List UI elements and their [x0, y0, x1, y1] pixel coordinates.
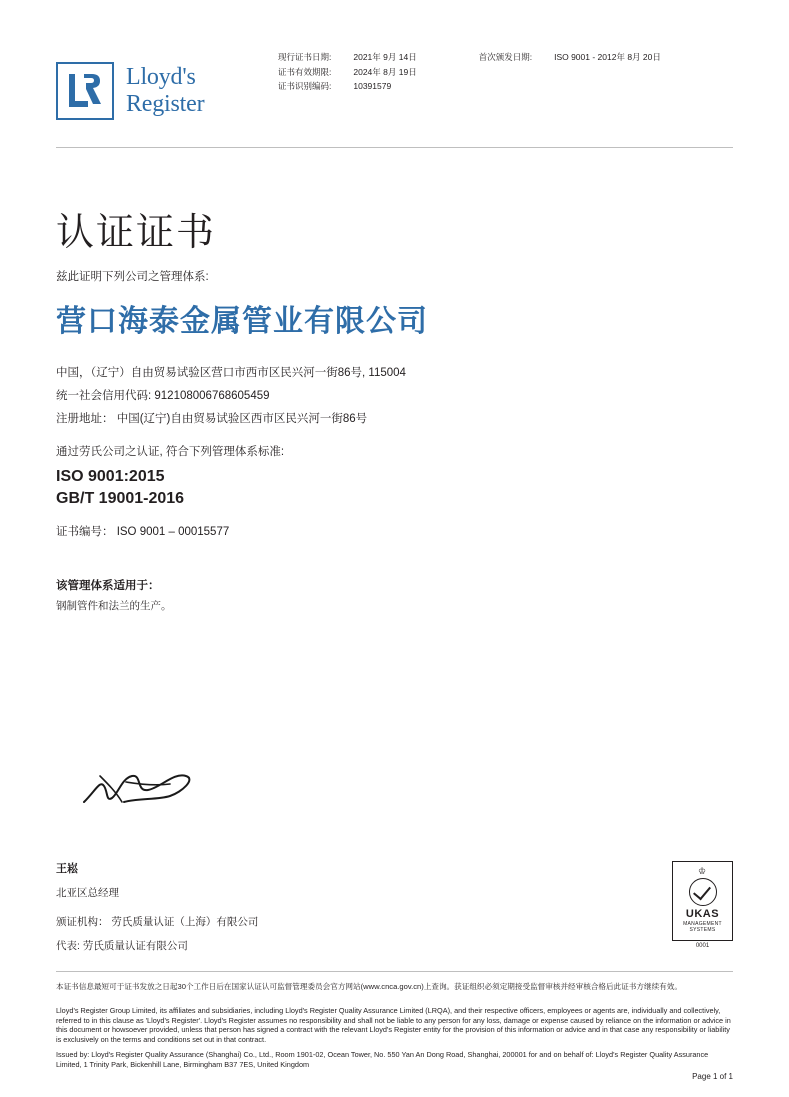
first-issue-value: ISO 9001 - 2012年 8月 20日 [554, 52, 661, 62]
registered-address: 注册地址： 中国(辽宁)自由贸易试验区西市区民兴河一街86号 [56, 413, 368, 425]
company-name: 营口海泰金属管业有限公司 [56, 304, 428, 339]
signatory-role: 北亚区总经理 [56, 887, 119, 899]
intro-text: 兹此证明下列公司之管理体系: [56, 271, 209, 283]
identity-code-value: 10391579 [353, 81, 392, 91]
expiry-label: 证书有效期限: [278, 66, 332, 77]
signatory-name: 王崧 [56, 863, 78, 875]
representative: 代表: 劳氏质量认证有限公司 [56, 940, 188, 952]
current-issue-value: 2021年 9月 14日 [353, 52, 417, 62]
checkmark-icon [689, 878, 717, 906]
footer-chinese-note: 本证书信息最短可于证书发放之日起30个工作日后在国家认证认可监督管理委员会官方网站(www.cnca.gov.cn)上查询。获证组织必须定期接受监督审核并经审核合格后此证书方继续有效。 [56, 982, 682, 991]
company-address: 中国，（辽宁）自由贸易试验区营口市西市区民兴河一街86号, 115004 [56, 367, 406, 379]
certificate-meta [278, 50, 723, 94]
identity-code-label: 证书识别编码: [278, 81, 332, 91]
signature-image [78, 762, 208, 820]
scope-title: 该管理体系适用于： [56, 580, 160, 592]
company-details [56, 362, 406, 431]
lr-logo-icon [56, 62, 114, 120]
page-number: Page 1 of 1 [692, 1072, 733, 1081]
standards-lead-text: 通过劳氏公司之认证, 符合下列管理体系标准: [56, 446, 285, 458]
ukas-accreditation-mark [672, 861, 733, 941]
footer-paragraph: Lloyd's Register Group Limited, its affiliates and subsidiaries, including Lloyd's Register Quality Assurance Limited (LRQA), and their respective officers, employees or agents are, individually and collectively, referred to in this clause as 'Lloyd's Register'. Lloyd's Register assumes no responsibility and shall not be liable to any person for any loss, damage or expense caused by reliance on the information or advice in this document or howsoever provided, unless that person has signed a contract with the relevant Lloyd's Register entity for the provision of this information or advice and in that case any responsibility or liability is exclusively on the terms and conditions set out in that contract. [56, 1006, 731, 1044]
page-title: 认证证书 [56, 210, 217, 255]
standard-item: ISO 9001:2015 [56, 468, 165, 485]
lloyds-register-logo [56, 62, 204, 120]
certificate-number: 证书编号： ISO 9001 – 00015577 [56, 526, 230, 538]
document-header [0, 0, 789, 145]
ukas-label: UKAS [685, 908, 720, 920]
ukas-sublabel [673, 921, 732, 933]
meta-row [278, 50, 723, 65]
standard-item: GB/T 19001-2016 [56, 490, 185, 507]
footer-paragraph: Issued by: Lloyd's Register Quality Assurance (Shanghai) Co., Ltd., Room 1901-02, Ocean Tower, No. 550 Yan An Dong Road, Shanghai, 200001 for and on behalf of: Lloyd's Register Quality Assurance Limited, 1 Trinity Park, Bickenhill Lane, Birmingham B37 7ES, United Kingdom [56, 1050, 709, 1069]
ukas-number: 0001 [695, 943, 710, 949]
brand-line-1: Lloyd's [126, 64, 196, 90]
ukas-sublabel-line2: SYSTEMS [689, 927, 716, 933]
ukas-sublabel-line1: MANAGEMENT [683, 921, 722, 927]
brand-name [126, 64, 204, 118]
crown-icon: ♔ [697, 866, 708, 876]
header-divider [56, 147, 733, 148]
standards-list [56, 466, 184, 510]
credit-code: 统一社会信用代码: 912108006768605459 [56, 390, 270, 402]
meta-row [278, 65, 723, 80]
current-issue-label: 现行证书日期: [278, 52, 332, 62]
issuing-body: 颁证机构： 劳氏质量认证（上海）有限公司 [56, 916, 259, 928]
expiry-value: 2024年 8月 19日 [353, 66, 417, 77]
scope-text: 钢制管件和法兰的生产。 [56, 600, 172, 612]
brand-line-2: Register [126, 91, 205, 117]
footer-english-note [56, 1006, 733, 1076]
footer-divider [56, 971, 733, 972]
first-issue-label: 首次颁发日期: [478, 52, 533, 62]
meta-row [278, 79, 723, 94]
